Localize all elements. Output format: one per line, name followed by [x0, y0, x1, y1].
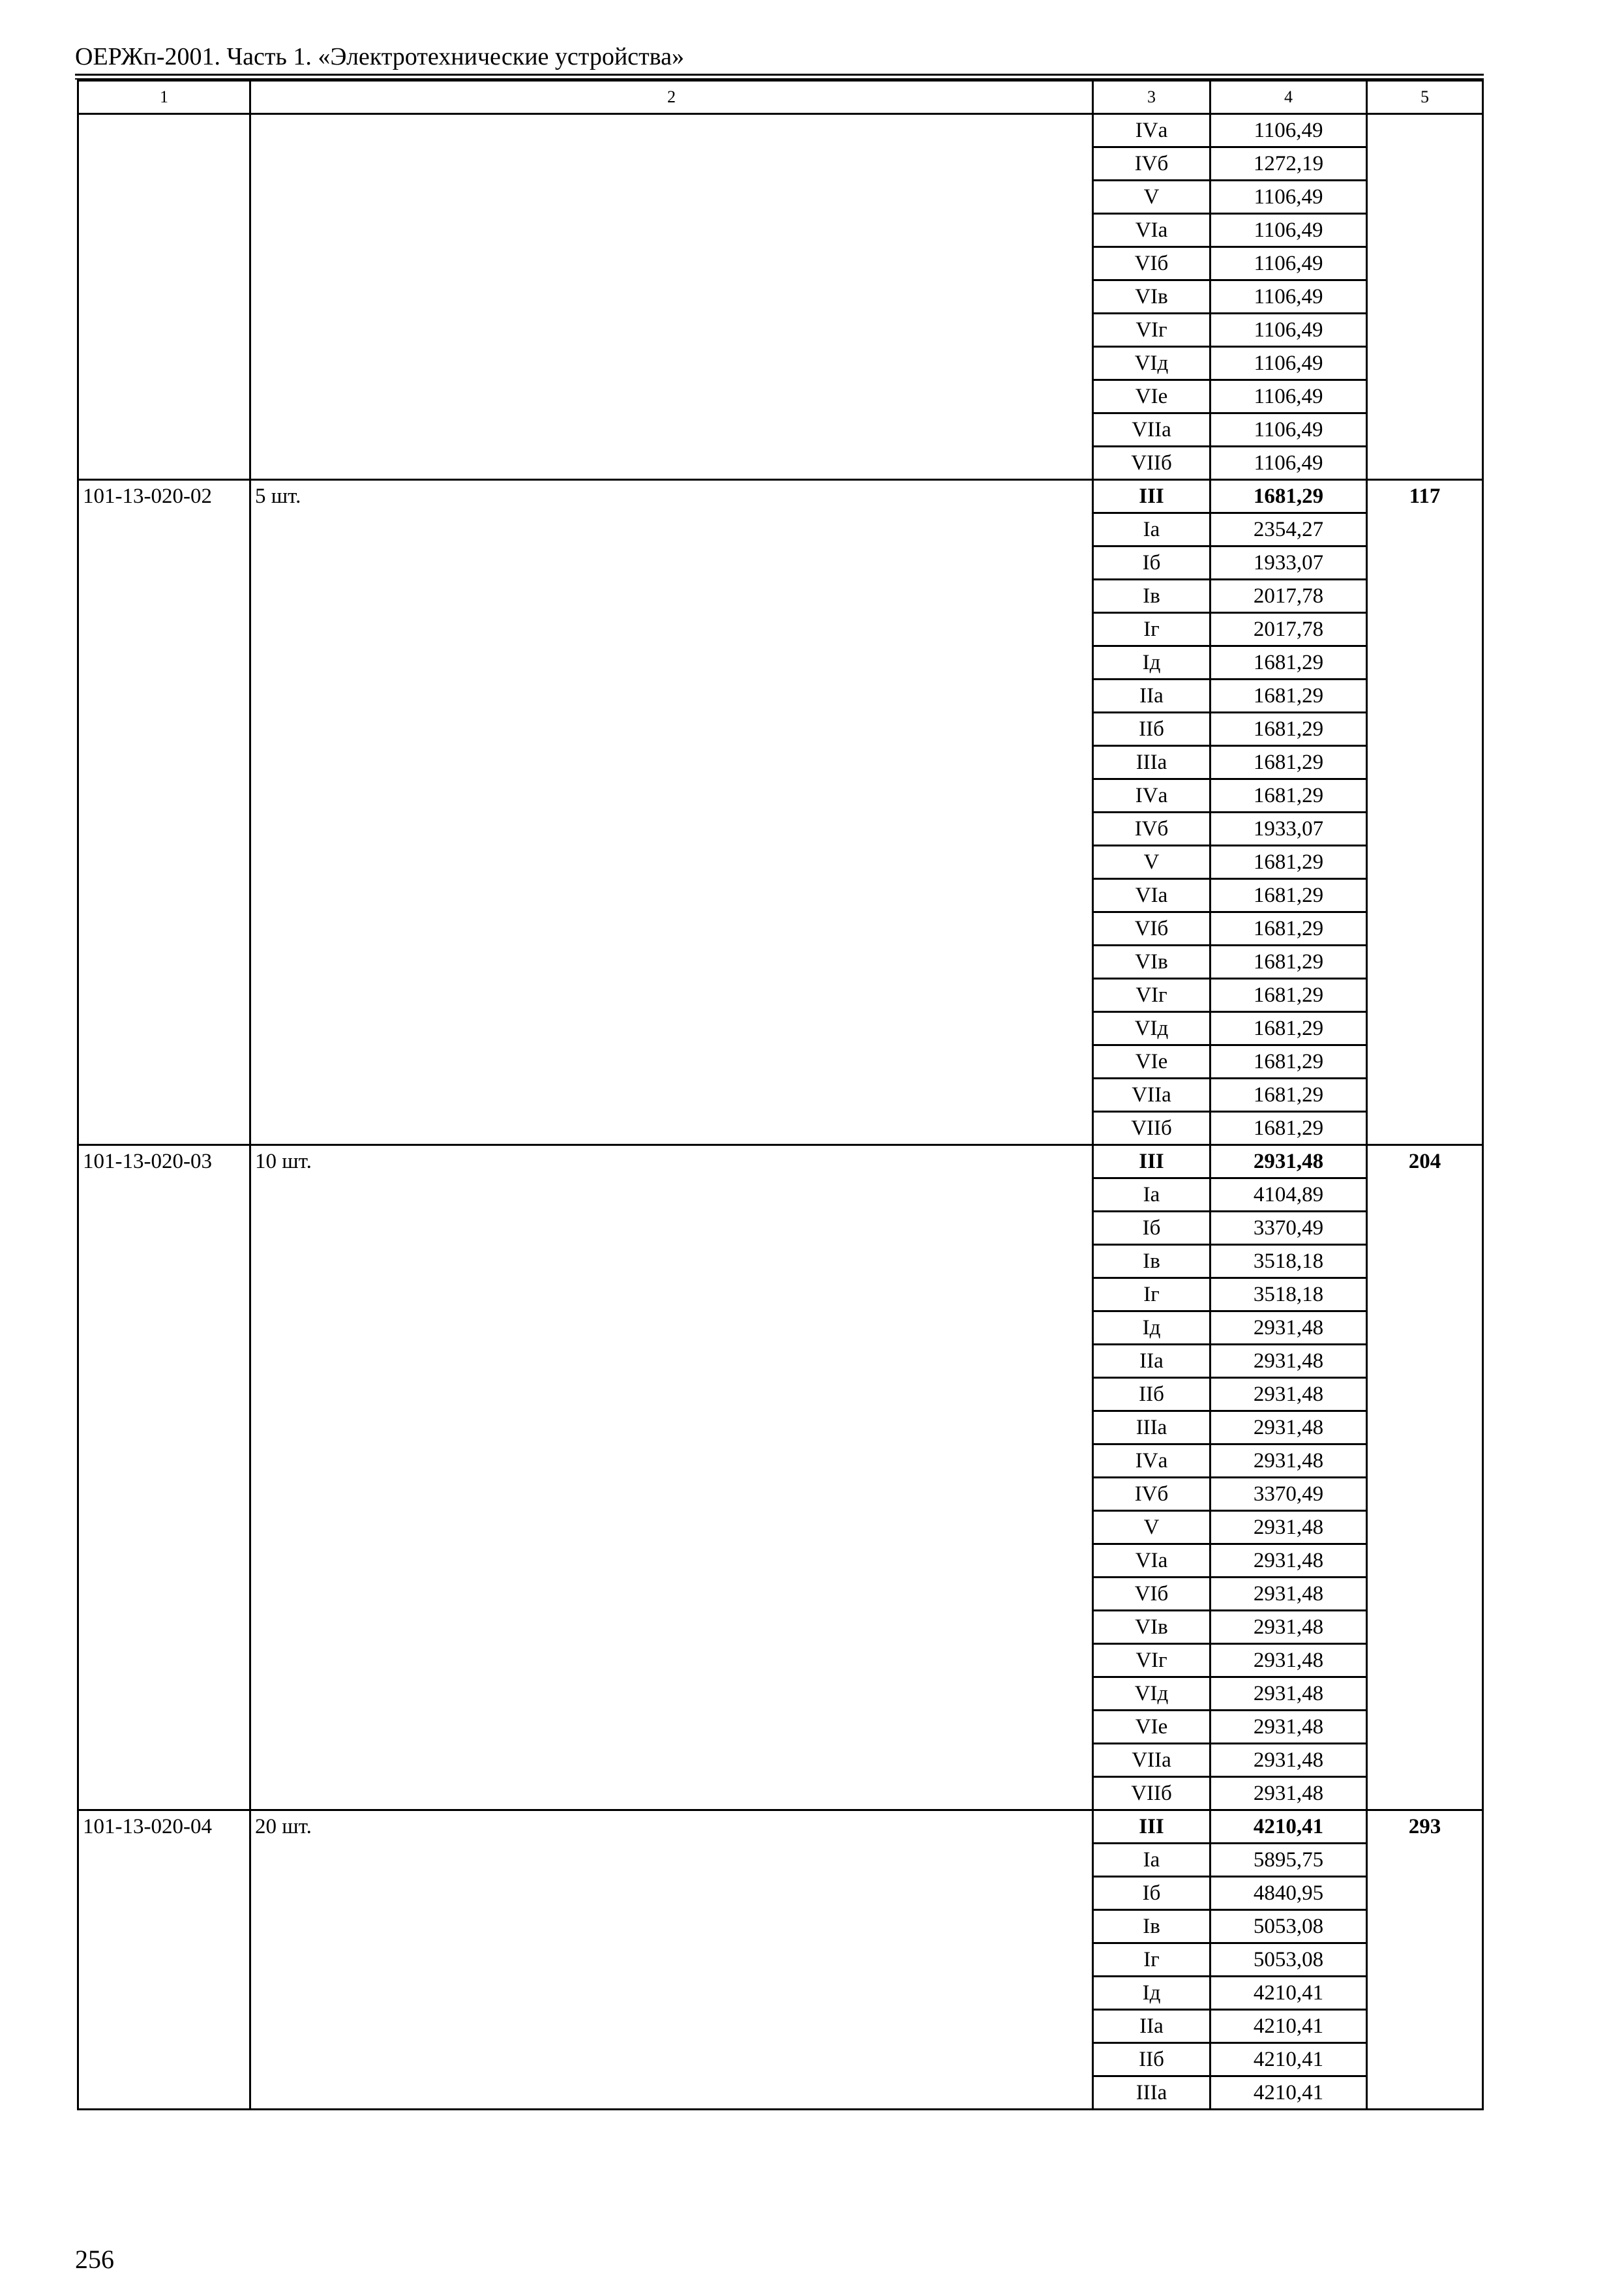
- zone-cell: VIб: [1093, 247, 1210, 280]
- value-cell: 3370,49: [1210, 1478, 1367, 1511]
- value-cell: 2931,48: [1210, 1544, 1367, 1578]
- value-cell: 2931,48: [1210, 1378, 1367, 1411]
- table-row: [78, 1145, 1483, 1178]
- value-cell: 1933,07: [1210, 546, 1367, 580]
- value-cell: 3518,18: [1210, 1245, 1367, 1278]
- zone-cell: IVб: [1093, 813, 1210, 846]
- value-cell: 1106,49: [1210, 214, 1367, 247]
- table-body: [78, 114, 1483, 2110]
- zone-cell: III: [1093, 1810, 1210, 1844]
- zone-cell: VIб: [1093, 1578, 1210, 1611]
- value-cell: 2931,48: [1210, 1345, 1367, 1378]
- item-description-cell: 20 шт.: [250, 1810, 1093, 2110]
- zone-cell: VIв: [1093, 946, 1210, 979]
- zone-cell: VIа: [1093, 879, 1210, 912]
- zone-cell: Iб: [1093, 1877, 1210, 1910]
- value-cell: 1272,19: [1210, 147, 1367, 181]
- rates-table: [77, 80, 1484, 2110]
- value-cell: 2931,48: [1210, 1444, 1367, 1478]
- column-header-row: [78, 81, 1483, 114]
- zone-cell: VIа: [1093, 1544, 1210, 1578]
- value-cell: 1106,49: [1210, 347, 1367, 380]
- value-cell: 3370,49: [1210, 1212, 1367, 1245]
- page-number: 256: [75, 2245, 114, 2274]
- value-cell: 4210,41: [1210, 2076, 1367, 2110]
- zone-cell: Iб: [1093, 546, 1210, 580]
- zone-cell: Iб: [1093, 1212, 1210, 1245]
- value-cell: 1681,29: [1210, 846, 1367, 879]
- zone-cell: VIIб: [1093, 1777, 1210, 1810]
- column-header-4: 4: [1210, 81, 1367, 114]
- zone-cell: VIг: [1093, 1644, 1210, 1677]
- value-cell: 4210,41: [1210, 2043, 1367, 2076]
- zone-cell: IIб: [1093, 713, 1210, 746]
- value-cell: 1106,49: [1210, 380, 1367, 413]
- zone-cell: III: [1093, 1145, 1210, 1178]
- zone-cell: V: [1093, 181, 1210, 214]
- value-cell: 1681,29: [1210, 979, 1367, 1012]
- zone-cell: VIд: [1093, 1012, 1210, 1045]
- zone-cell: V: [1093, 846, 1210, 879]
- value-cell: 1933,07: [1210, 813, 1367, 846]
- zone-cell: VIIа: [1093, 413, 1210, 447]
- item-total-cell: 204: [1367, 1145, 1483, 1810]
- zone-cell: IVа: [1093, 114, 1210, 147]
- value-cell: 4104,89: [1210, 1178, 1367, 1212]
- zone-cell: VIб: [1093, 912, 1210, 946]
- item-code-cell: 101-13-020-03: [78, 1145, 250, 1810]
- zone-cell: VIе: [1093, 380, 1210, 413]
- zone-cell: IIб: [1093, 1378, 1210, 1411]
- value-cell: 2931,48: [1210, 1777, 1367, 1810]
- value-cell: 1106,49: [1210, 413, 1367, 447]
- value-cell: 1681,29: [1210, 1112, 1367, 1145]
- zone-cell: Iг: [1093, 1943, 1210, 1977]
- zone-cell: Iд: [1093, 1977, 1210, 2010]
- zone-cell: IVа: [1093, 1444, 1210, 1478]
- value-cell: 4210,41: [1210, 2010, 1367, 2043]
- value-cell: 2931,48: [1210, 1711, 1367, 1744]
- zone-cell: VIIб: [1093, 1112, 1210, 1145]
- zone-cell: IIIа: [1093, 2076, 1210, 2110]
- column-header-3: 3: [1093, 81, 1210, 114]
- value-cell: 1681,29: [1210, 480, 1367, 513]
- zone-cell: III: [1093, 480, 1210, 513]
- zone-cell: VIд: [1093, 1677, 1210, 1711]
- item-total-cell: 117: [1367, 480, 1483, 1145]
- value-cell: 1681,29: [1210, 746, 1367, 779]
- value-cell: 2931,48: [1210, 1611, 1367, 1644]
- zone-cell: IVб: [1093, 147, 1210, 181]
- value-cell: 2931,48: [1210, 1644, 1367, 1677]
- value-cell: 1106,49: [1210, 314, 1367, 347]
- zone-cell: IIIа: [1093, 1411, 1210, 1444]
- value-cell: 1681,29: [1210, 1012, 1367, 1045]
- item-total-cell: 293: [1367, 1810, 1483, 2110]
- zone-cell: Iг: [1093, 613, 1210, 646]
- item-description-cell: 10 шт.: [250, 1145, 1093, 1810]
- header-rule-top: [75, 74, 1484, 76]
- zone-cell: IIа: [1093, 1345, 1210, 1378]
- column-header-5: 5: [1367, 81, 1483, 114]
- zone-cell: IIIа: [1093, 746, 1210, 779]
- zone-cell: Iа: [1093, 1844, 1210, 1877]
- value-cell: 5053,08: [1210, 1943, 1367, 1977]
- zone-cell: Iа: [1093, 513, 1210, 546]
- value-cell: 4840,95: [1210, 1877, 1367, 1910]
- item-code-cell: 101-13-020-04: [78, 1810, 250, 2110]
- zone-cell: VIIб: [1093, 447, 1210, 480]
- zone-cell: VIIа: [1093, 1079, 1210, 1112]
- value-cell: 1106,49: [1210, 247, 1367, 280]
- value-cell: 2931,48: [1210, 1578, 1367, 1611]
- value-cell: 4210,41: [1210, 1810, 1367, 1844]
- table-row: [78, 114, 1483, 147]
- column-header-2: 2: [250, 81, 1093, 114]
- zone-cell: VIв: [1093, 280, 1210, 314]
- value-cell: 2931,48: [1210, 1511, 1367, 1544]
- value-cell: 1106,49: [1210, 280, 1367, 314]
- item-description-cell: 5 шт.: [250, 480, 1093, 1145]
- zone-cell: Iг: [1093, 1278, 1210, 1311]
- value-cell: 1106,49: [1210, 114, 1367, 147]
- value-cell: 1681,29: [1210, 912, 1367, 946]
- value-cell: 2931,48: [1210, 1311, 1367, 1345]
- item-total-cell: [1367, 114, 1483, 480]
- value-cell: 2931,48: [1210, 1744, 1367, 1777]
- value-cell: 2354,27: [1210, 513, 1367, 546]
- zone-cell: IIб: [1093, 2043, 1210, 2076]
- value-cell: 4210,41: [1210, 1977, 1367, 2010]
- zone-cell: VIг: [1093, 979, 1210, 1012]
- zone-cell: Iв: [1093, 580, 1210, 613]
- value-cell: 1681,29: [1210, 680, 1367, 713]
- value-cell: 1681,29: [1210, 713, 1367, 746]
- item-description-cell: [250, 114, 1093, 480]
- value-cell: 2931,48: [1210, 1677, 1367, 1711]
- item-code-cell: 101-13-020-02: [78, 480, 250, 1145]
- page-header-title: ОЕРЖп-2001. Часть 1. «Электротехнические устройства»: [75, 43, 684, 70]
- zone-cell: Iв: [1093, 1245, 1210, 1278]
- table-row: [78, 480, 1483, 513]
- zone-cell: Iв: [1093, 1910, 1210, 1943]
- zone-cell: Iд: [1093, 1311, 1210, 1345]
- value-cell: 5053,08: [1210, 1910, 1367, 1943]
- zone-cell: IVа: [1093, 779, 1210, 813]
- value-cell: 2017,78: [1210, 580, 1367, 613]
- zone-cell: VIе: [1093, 1045, 1210, 1079]
- value-cell: 1681,29: [1210, 1045, 1367, 1079]
- value-cell: 1681,29: [1210, 879, 1367, 912]
- zone-cell: Iа: [1093, 1178, 1210, 1212]
- value-cell: 1681,29: [1210, 946, 1367, 979]
- zone-cell: IIа: [1093, 680, 1210, 713]
- column-header-1: 1: [78, 81, 250, 114]
- value-cell: 1106,49: [1210, 181, 1367, 214]
- table-row: [78, 1810, 1483, 1844]
- value-cell: 1106,49: [1210, 447, 1367, 480]
- zone-cell: IVб: [1093, 1478, 1210, 1511]
- item-code-cell: [78, 114, 250, 480]
- zone-cell: VIв: [1093, 1611, 1210, 1644]
- value-cell: 2931,48: [1210, 1145, 1367, 1178]
- value-cell: 2931,48: [1210, 1411, 1367, 1444]
- zone-cell: IIа: [1093, 2010, 1210, 2043]
- zone-cell: VIг: [1093, 314, 1210, 347]
- zone-cell: VIд: [1093, 347, 1210, 380]
- zone-cell: VIе: [1093, 1711, 1210, 1744]
- value-cell: 2017,78: [1210, 613, 1367, 646]
- zone-cell: VIа: [1093, 214, 1210, 247]
- value-cell: 1681,29: [1210, 1079, 1367, 1112]
- value-cell: 1681,29: [1210, 779, 1367, 813]
- value-cell: 5895,75: [1210, 1844, 1367, 1877]
- value-cell: 1681,29: [1210, 646, 1367, 680]
- zone-cell: Iд: [1093, 646, 1210, 680]
- zone-cell: VIIа: [1093, 1744, 1210, 1777]
- value-cell: 3518,18: [1210, 1278, 1367, 1311]
- zone-cell: V: [1093, 1511, 1210, 1544]
